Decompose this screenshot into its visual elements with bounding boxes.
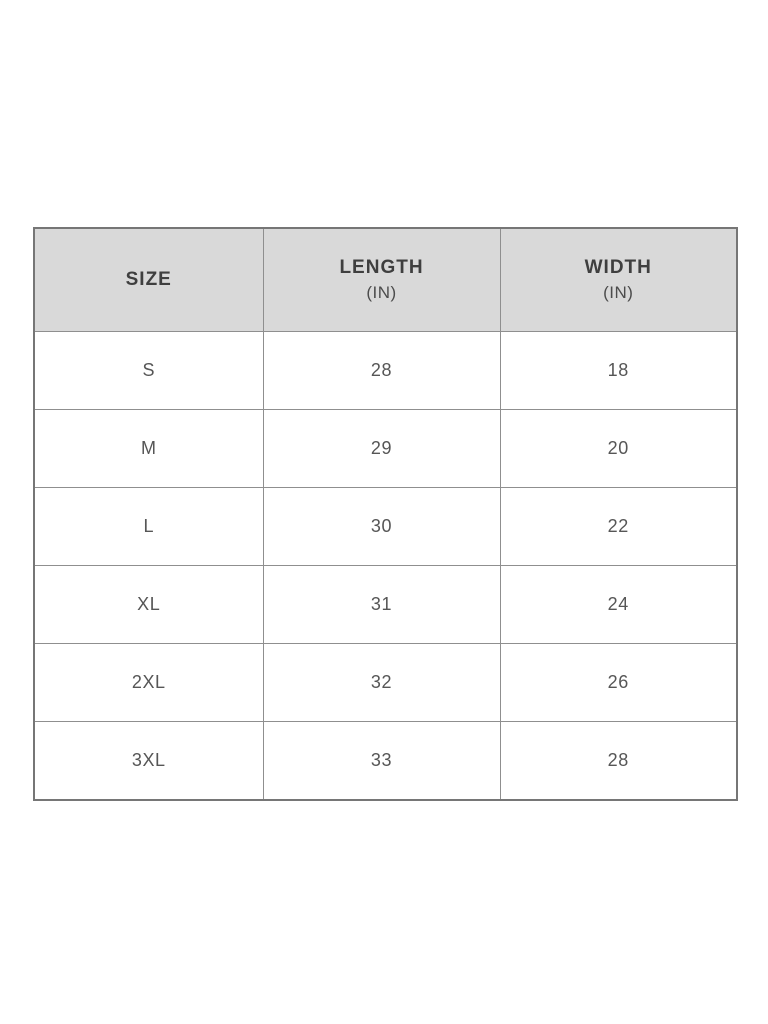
cell-size: S [34,332,263,410]
header-row [34,228,737,332]
cell-length: 28 [263,332,500,410]
cell-size: 3XL [34,722,263,801]
cell-length: 29 [263,410,500,488]
cell-length: 32 [263,644,500,722]
header-label-size: SIZE [125,269,172,291]
cell-length: 33 [263,722,500,801]
cell-width: 28 [500,722,737,801]
cell-size: L [34,488,263,566]
cell-width: 22 [500,488,737,566]
header-sub-width: (IN) [603,283,634,303]
cell-width: 18 [500,332,737,410]
table-row-m [34,410,737,488]
table-row-s [34,332,737,410]
cell-length: 30 [263,488,500,566]
cell-width: 26 [500,644,737,722]
header-sub-length: (IN) [366,283,397,303]
cell-width: 24 [500,566,737,644]
cell-size: M [34,410,263,488]
header-cell-width [500,228,737,332]
cell-width: 20 [500,410,737,488]
table-row-l [34,488,737,566]
cell-size: XL [34,566,263,644]
table-row-3xl [34,722,737,801]
header-label-width: WIDTH [584,256,652,278]
cell-size: 2XL [34,644,263,722]
cell-length: 31 [263,566,500,644]
size-chart-table [33,227,738,801]
header-cell-length [263,228,500,332]
table-row-xl [34,566,737,644]
table-row-2xl [34,644,737,722]
header-cell-size [34,228,263,332]
header-label-length: LENGTH [339,256,424,278]
